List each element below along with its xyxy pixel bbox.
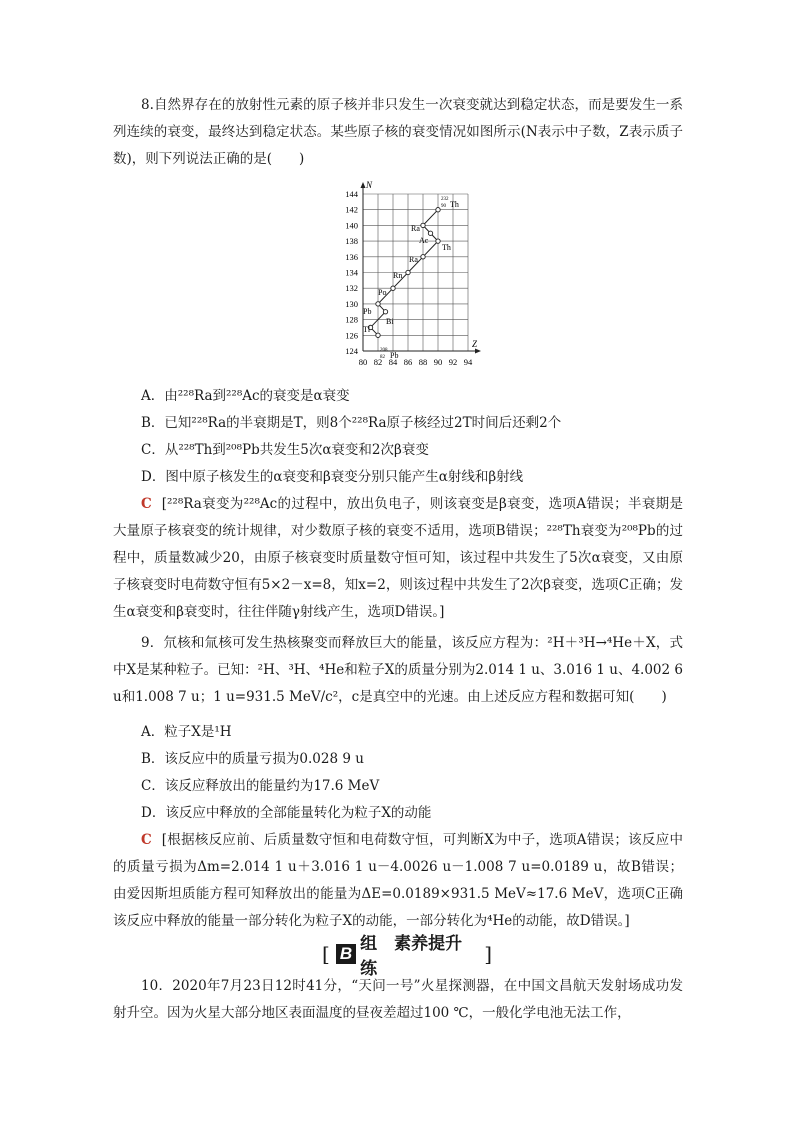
th228-label: Th	[442, 243, 451, 252]
th232-mass: 232	[441, 197, 449, 202]
q10-stem: 10．2020年7月23日12时41分，“天问一号”火星探测器，在中国文昌航天发射场成功发射升空。因为火星大部分地区表面温度的昼夜差超过100 ℃，一般化学电池无法工作，	[113, 978, 683, 1021]
q9-option-b: B．该反应中的质量亏损为0.028 9 u	[141, 751, 364, 767]
x-tick-label: 86	[403, 357, 413, 367]
decay-chart-svg	[328, 176, 486, 372]
decay-arrow	[423, 210, 438, 226]
y-tick-label: 128	[345, 314, 358, 325]
q9-stem: 9．氘核和氚核可发生热核聚变而释放巨大的能量，该反应方程为：²H＋³H→⁴He＋X，式中X是某种粒子。已知：²H、³H、⁴He和粒子X的质量分别为2.014 1 u、3.016 1 u、4.002 6 u和1.008 7 u；1 u=931.5 MeV/c²，c是真空中的光速。由上述反应方程和数据可知( )	[113, 635, 683, 705]
ac228-label: Ac	[419, 236, 429, 245]
x-tick-label: 92	[448, 357, 458, 367]
nuclide-point	[376, 302, 380, 306]
y-tick-label: 144	[345, 189, 358, 199]
ra228-label: Ra	[411, 224, 420, 233]
po216-label: Po	[378, 288, 387, 297]
x-tick-label: 82	[373, 357, 383, 367]
q8-option-b: B．已知²²⁸Ra的半衰期是T，则8个²²⁸Ra原子核经过2T时间后还剩2个	[141, 415, 562, 431]
nuclide-point	[421, 255, 425, 259]
q9-option-d: D．该反应中释放的全部能量转化为粒子X的动能	[141, 805, 432, 821]
y-tick-label: 136	[345, 251, 358, 262]
x-tick-label: 94	[463, 357, 473, 367]
pb208-mass: 208	[380, 348, 388, 353]
section-badge: B	[336, 944, 356, 964]
section-title: 组 素养提升练	[360, 934, 463, 979]
y-axis-label: N	[366, 180, 373, 190]
q8-answer: C	[141, 496, 152, 512]
nuclide-point	[406, 270, 410, 274]
q8-explanation-text: [²²⁸Ra衰变为²²⁸Ac的过程中，放出负电子，则该衰变是β衰变，选项A错误；半衰期是大量原子核衰变的统计规律，对少数原子核的衰变不适用，选项B错误；²²⁸Th衰变为²⁰⁸Pb的过程中，质量数减少20，由原子核衰变时质量数守恒可知，该过程中共发生了5次α衰变，又由原子核衰变时电荷数守恒有5×2－x=8，知x=2，则该过程中共发生了2次β衰变，选项C正确；发生α衰变和β衰变时，往往伴随γ射线产生，选项D错误。]	[113, 496, 683, 620]
q9-answer: C	[141, 832, 152, 848]
th232-symbol: Th	[450, 200, 459, 209]
nuclide-point	[428, 231, 432, 235]
tl208-label: Tl	[363, 325, 371, 334]
q8-option-d: D．图中原子核发生的α衰变和β衰变分别只能产生α射线和β射线	[141, 469, 524, 485]
y-tick-label: 126	[345, 330, 358, 341]
q9-option-c: C．该反应释放出的能量约为17.6 MeV	[141, 778, 380, 794]
q8-option-a: A．由²²⁸Ra到²²⁸Ac的衰变是α衰变	[141, 388, 350, 404]
y-tick-label: 140	[345, 220, 358, 231]
q9-option-a: A．粒子X是¹H	[141, 724, 232, 740]
y-tick-label: 130	[345, 298, 358, 309]
nuclide-point	[391, 286, 395, 290]
y-tick-label: 142	[345, 204, 358, 215]
y-tick-label: 134	[345, 267, 358, 278]
rn220-label: Rn	[393, 271, 403, 280]
x-tick-label: 88	[418, 357, 428, 367]
section-heading: [ B 组 素养提升练 ]	[322, 940, 492, 968]
nuclide-point	[383, 310, 387, 314]
q8-explanation	[113, 491, 683, 626]
q8-option-c: C．从²²⁸Th到²⁰⁸Pb共发生5次α衰变和2次β衰变	[141, 442, 429, 458]
pb208-charge: 82	[380, 355, 385, 360]
nuclide-point	[421, 223, 425, 227]
nuclide-point	[436, 239, 440, 243]
x-axis-label: Z	[472, 339, 478, 349]
nuclide-point	[436, 208, 440, 212]
x-tick-label: 90	[433, 357, 443, 367]
th232-charge: 90	[441, 204, 446, 209]
y-tick-label: 132	[345, 283, 358, 294]
ra224-label: Ra	[409, 255, 418, 264]
q9-explanation-text: [根据核反应前、后质量数守恒和电荷数守恒，可判断X为中子，选项A错误；该反应中的质量亏损为Δm=2.014 1 u＋3.016 1 u－4.0026 u－1.008 7 u=0.0189 u，故B错误；由爱因斯坦质能方程可知释放出的能量为ΔE=0.0189×931.5 MeV≈17.6 MeV，选项C正确该反应中释放的能量一部分转化为粒子X的动能，一部分转化为⁴He的动能，故D错误。]	[113, 832, 683, 929]
x-tick-label: 84	[388, 357, 398, 367]
nuclide-point	[376, 333, 380, 337]
pb208-symbol: Pb	[390, 351, 399, 360]
decay-chain-chart	[328, 176, 486, 372]
q8-stem: 8.自然界存在的放射性元素的原子核并非只发生一次衰变就达到稳定状态，而是要发生一系列连续的衰变，最终达到稳定状态。某些原子核的衰变情况如图所示(N表示中子数，Z表示质子数)，则下列说法正确的是( )	[113, 97, 683, 167]
y-tick-label: 124	[345, 346, 358, 356]
bi212-label: Bi	[386, 317, 394, 326]
pb212-label: Pb	[363, 307, 372, 316]
y-tick-label: 138	[345, 236, 358, 247]
q9-explanation	[113, 827, 683, 935]
x-tick-label: 80	[358, 357, 368, 367]
